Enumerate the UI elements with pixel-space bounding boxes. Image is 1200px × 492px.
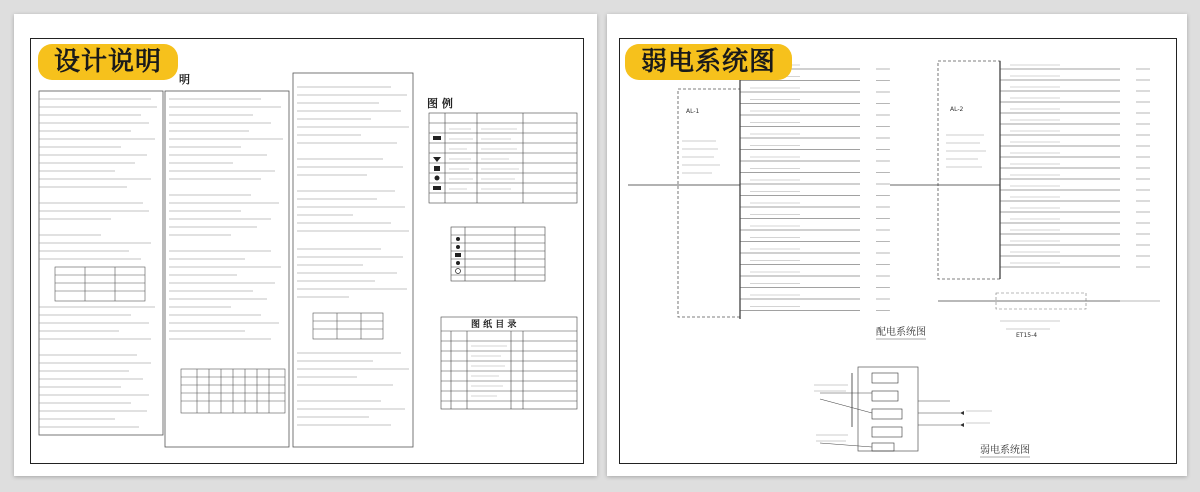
bottom-note: ET15-4: [1016, 332, 1038, 339]
catalog-table: [441, 317, 577, 409]
design-notes-drawing: [31, 39, 583, 463]
power-diagram-caption: 配电系统图: [876, 327, 926, 338]
design-notes-sheet: [30, 38, 584, 464]
system-diagram-panel: [607, 14, 1187, 476]
box2-label: AL-2: [950, 106, 964, 113]
system-diagrams: [620, 39, 1176, 463]
legend-title: 图 例: [427, 97, 453, 110]
weak-current-diagram: [814, 367, 992, 451]
box1-label: AL-1: [686, 108, 700, 115]
weak-current-caption: 弱电系统图: [980, 445, 1030, 456]
design-notes-tag: 设计说明: [38, 44, 178, 80]
system-diagram-sheet: [619, 38, 1177, 464]
legend-table: [429, 113, 577, 203]
catalog-title: 图 纸 目 录: [471, 320, 517, 330]
system-diagram-tag: 弱电系统图: [625, 44, 792, 80]
distribution-box-1: [678, 89, 740, 317]
design-notes-panel: [14, 14, 597, 476]
notes-title-fragment: 明: [179, 73, 190, 86]
distribution-box-2: [938, 61, 1000, 279]
